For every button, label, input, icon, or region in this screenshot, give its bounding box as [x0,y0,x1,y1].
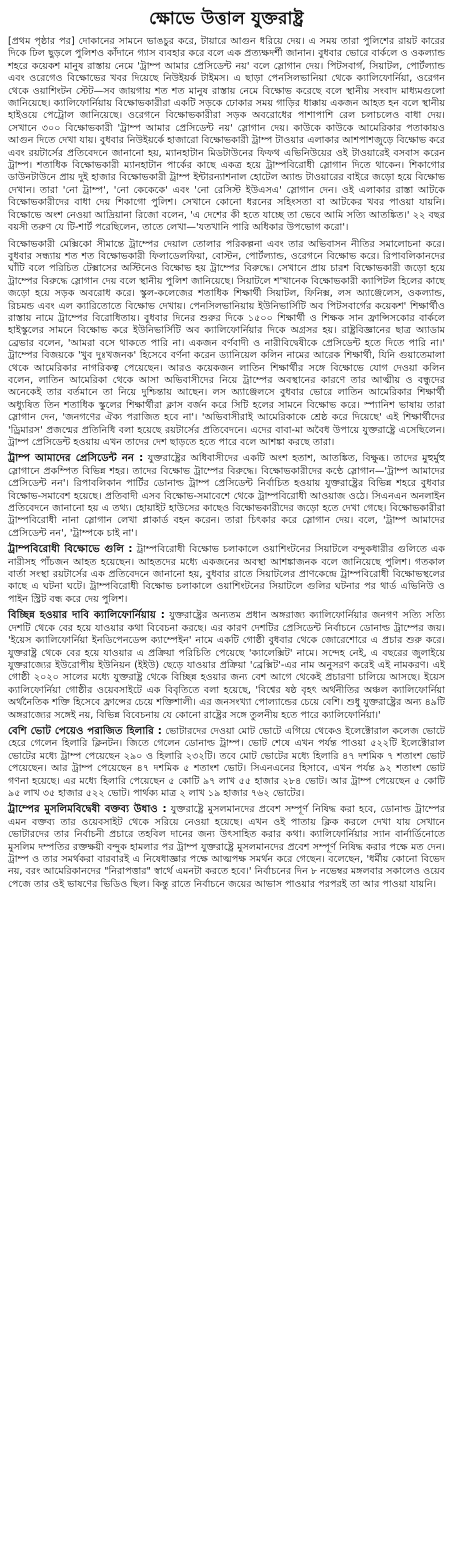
headline: ক্ষোভে উত্তাল যুক্তরাষ্ট্র [149,9,304,29]
paragraph-7-text: যুক্তরাষ্ট্রে মুসলমানদের প্রবেশ সম্পূর্ণ নিষিদ্ধ করা হবে, ডোনাল্ড ট্রাম্পের এমন বক্তব্য তার ওয়েবসাইট থেকে সরিয়ে নেওয়া হয়েছে। এখন ওই পাতায় ক্লিক করলে দেখা যায় সেখানে ভোটারদের তার নির্বাচনী প্রচারে তহবিল দানের জন্য উৎসাহিত করার কথা। ক্যালিফোর্নিয়ার স্যান বার্নার্ডিনোতে মুসলিম দম্পতির রক্তক্ষয়ী বন্দুক হামলার পর ট্রাম্প যুক্তরাষ্ট্রে মুসলমানদের প্রবেশ সম্পূর্ণ নিষিদ্ধ করার পক্ষে মত দেন। ট্রাম্প ও তার সমর্থকরা বারবারই এ নিষেধাজ্ঞার পক্ষে আত্মপক্ষ সমর্থন করে গেছেন। বলেছেন, 'ধর্মীয় কোনো বিভেদ নয়, বরং আমেরিকানদের "নিরাপত্তার" স্বার্থে এমনটা করতে হবে।' নির্বাচনের দিন ৮ নভেম্বর মঙ্গলবার সকালেও ওয়েব পেজে তার ওই ভাষণের ভিডিও ছিল। কিন্তু রাতে নির্বাচনে জয়ের আভাস পাওয়ার পরপরই তা আর পাওয়া যায়নি। [8,804,445,890]
paragraph-1 [8,36,445,235]
paragraph-5 [8,610,445,722]
paragraph-2-text: বিক্ষোভকারী মেক্সিকো সীমান্তে ট্রাম্পের দেয়াল তোলার পরিকল্পনা এবং তার অভিবাসন নীতির সমালোচনা করে। বুধবার সন্ধ্যায় শত শত বিক্ষোভকারী ফিলাডেলফিয়া, বোস্টন, পোর্টল্যান্ড, ওরেগনে বিক্ষোভ করে। রিপাবলিকানদের ঘাঁটি বলে পরিচিত টেক্সাসের অস্টিনেও বিক্ষোভ হয় ট্রাম্পের বিরুদ্ধে। সেখানে প্রায় চারশ বিক্ষোভকারী জড়ো হয়ে ট্রাম্পের বিরুদ্ধে স্লোগান দেয় বলে স্থানীয় পুলিশ জানিয়েছে। সিয়াটলে শ'খানেক বিক্ষোভকারী ক্যাপিটল হিলের কাছে জড়ো হয়ে সড়ক অবরোধ করে। স্কুল-কলেজের শতাধিক শিক্ষার্থী সিয়াটল, ফিনিক্স, লস অ্যাঞ্জেলেস, ওকল্যান্ড, রিচমন্ড এবং এল ক্যারিতোতে বিক্ষোভ দেখায়। পেনসিলভানিয়ায় ইউনিভার্সিটি অব পিটসবার্গের কয়েকশ' শিক্ষার্থীও রাস্তায় নামে ট্রাম্পের বিরোধিতায়। বুধবার দিনের শুরুর দিকে ১৫০০ শিক্ষার্থী ও শিক্ষক সান ফ্রান্সিসকোর বার্কলে হাইস্কুলের সামনে বিক্ষোভ করে ইউনিভার্সিটি অব ক্যালিফোর্নিয়ার দিকে অগ্রসর হয়। রাষ্ট্রবিজ্ঞানের ছাত্র অ্যাডাম ব্রেভার বলেন, 'আমরা বসে থাকতে পারি না। একজন বর্ণবাদী ও নারীবিদ্বেষীকে প্রেসিডেন্ট হতে দিতে পারি না।' ট্রাম্পের বিজয়কে 'খুব দুঃখজনক' হিসেবে বর্ণনা করেন ড্যানিয়েল কলিন নামের আরেক শিক্ষার্থী, যিনি গুয়াতেমালা থেকে আমেরিকার নাগরিকত্ব পেয়েছেন। আরও কয়েকজন লাতিন শিক্ষার্থীর সঙ্গে বিক্ষোভে যোগ দেওয়া কলিন বলেন, লাতিন আমেরিকা থেকে আসা অভিবাসীদের নিয়ে ট্রাম্পের অবস্থানের কারণে তার আত্মীয় ও বন্ধুদের অনেকেই তার বর্তমানে তা নিয়ে দুশ্চিন্তায় আছেন। লস অ্যাঞ্জেলসে বুধবার ভোরে লাতিন আমেরিকার শিক্ষার্থী অধ্যুষিত তিন শতাধিক স্কুলের শিক্ষার্থীরা ক্লাস বর্জন করে সিটি হলের সামনে বিক্ষোভ করে। স্প্যানিশ ভাষায় তারা স্লোগান দেন, 'জনগণের ঐক্য পরাজিত হবে না'। 'অভিবাসীরাই আমেরিকাকে শ্রেষ্ঠ করে দিয়েছে' এই শিক্ষার্থীদের 'ড্রিমারস' প্রজন্মের প্রতিনিধি বলা হয়েছে রয়টার্সের প্রতিবেদনে। এদের বাবা-মা অবৈধ উপায়ে যুক্তরাষ্ট্রে এসেছিলেন। ট্রাম্প প্রেসিডেন্ট হওয়ায় এখন তাদের দেশ ছাড়তে হতে পারে বলে আশঙ্কা করছে তারা। [8,238,445,448]
paragraph-1-text: [প্রথম পৃষ্ঠার পর] দোকানের সামনে ভাঙচুর করে, টায়ারে আগুন ধরিয়ে দেয়। এ সময় তারা পুলিশের রায়ট কারের দিকে ঢিল ছুড়লে পুলিশও কাঁদানে গ্যাস ব্যবহার করে বলে এক প্রত্যক্ষদর্শী জানান। বুধবার ভোরে বার্কলে ও ওকল্যান্ড শহরে কয়েকশ মানুষ রাস্তায় নেমে 'ট্রাম্প আমার প্রেসিডেন্ট নয়' বলে স্লোগান দেয়। পিটসবার্গ, সিয়াটল, পোর্টল্যান্ড এবং ওরেগেও বিক্ষোভের খবর দিয়েছে নিউইয়র্ক টাইমস। এ ছাড়া পেনসিলভানিয়া থেকে ক্যালিফোর্নিয়া, ওরেগন থেকে ওয়াশিংটন স্টেট—সব জায়গায় শত শত মানুষ রাস্তায় নেমে বিক্ষোভ করেছে বলে স্থানীয় সংবাদ মাধ্যমগুলো জানিয়েছে। ক্যালিফোর্নিয়ায় বিক্ষোভকারীরা একটি সড়কে ঢোকার সময় গাড়ির ধাক্কায় একজন আহত হন বলে স্থানীয় হাইওয়ে পেট্রোল জানিয়েছে। ওরেগনে বিক্ষোভকারীরা সড়ক অবরোধের পাশাপাশি রেল চলাচলেও বাধা দেয়। সেখানে ৩০০ বিক্ষোভকারী 'ট্রাম্প আমার প্রেসিডেন্ট নয়' স্লোগান দেয়। কাউকে কাউকে আমেরিকার পতাকায়ও আগুন দিতে দেখা যায়। বুধবার নিউইয়র্কে হাজারো বিক্ষোভকারী ট্রাম্প টাওয়ার এলাকার আশপাশজুড়ে বিক্ষোভ করে এবং রয়টার্সের প্রতিবেদনে জানানো হয়, ম্যানহাটান মিডটাউনের ফিফথ এভিনিউয়ের ওই টাওয়ারেই বসবাস করেন ট্রাম্প। শতাধিক বিক্ষোভকারী ম্যানহাটান পার্কের কাছে একত্র হয়ে ট্রাম্পবিরোধী স্লোগান দিতে থাকেন। শিকাগোর ডাউনটাউনে প্রায় দুই হাজার বিক্ষোভকারী ট্রাম্প ইন্টারন্যাশনাল হোটেল অ্যান্ড টাওয়ারের বাইরে জড়ো হয়ে বিক্ষোভ দেখান। তারা 'নো ট্রাম্প', 'নো কেকেকে' এবং 'নো রেসিস্ট ইউএসএ' স্লোগান দেন। ওই এলাকার রাস্তা আটকে বিক্ষোভকারীদের বাধা দেয় শিকাগো পুলিশ। সেখানে কোনো ধরনের সহিংসতা বা আটকের খবর পাওয়া যায়নি। বিক্ষোভে অংশ নেওয়া আদ্রিয়ানা রিজো বলেন, 'এ দেশের কী হতে যাচ্ছে তা ভেবে আমি সত্যি আতঙ্কিত।' ২২ বছর বয়সী তরুণ যে টি-শার্ট পরেছিলেন, তাতে লেখা—'যতখানি পারি অধিকার উপভোগ করো'। [8,36,445,234]
paragraph-4 [8,544,445,606]
paragraph-7 [8,804,445,891]
paragraph-3 [8,453,445,540]
paragraph-4-text: ট্রাম্পবিরোধী বিক্ষোভ চলাকালে ওয়াশিংটনের সিয়াটলে বন্দুকধারীর গুলিতে এক নারীসহ পাঁচজন আহত হয়েছেন। আহতদের মধ্যে একজনের অবস্থা আশঙ্কাজনক বলে জানিয়েছে পুলিশ। গতকাল বার্তা সংস্থা রয়টার্সের এক প্রতিবেদনে জানানো হয়, বুধবার রাতে সিয়াটলের প্রাণকেন্দ্রে ট্রাম্পবিরোধী বিক্ষোভস্থলের কাছে এ ঘটনা ঘটে। ট্রাম্পবিরোধী বিক্ষোভ চলাকালে ওয়াশিংটনের সিয়াটলে গুলির ঘটনার পর থার্ড এভিনিউ ও পাইন স্ট্রিট বন্ধ করে দেয় পুলিশ। [8,544,445,605]
paragraph-2 [8,239,445,450]
subhead-hillary-popular-vote: বেশি ভোট পেয়েও পরাজিত হিলারি : [8,725,162,737]
paragraph-5-text: যুক্তরাষ্ট্রের অন্যতম প্রধান অঙ্গরাজ্য ক্যালিফোর্নিয়ার জনগণ সত্যি সত্যি দেশটি থেকে বের হয়ে যাওয়ার কথা বিবেচনা করছে। এর কারণ দেশটির প্রেসিডেন্ট নির্বাচনে ডোনাল্ড ট্রাম্পের জয়। 'ইয়েস ক্যালিফোর্নিয়া ইনডিপেনডেন্স ক্যাম্পেইন' নামে একটি গোষ্ঠী বুধবার থেকে জোরেশোরে এ প্রচার শুরু করে। যুক্তরাষ্ট্র থেকে বের হয়ে যাওয়ার এ প্রক্রিয়া পরিচিতি পেয়েছে 'ক্যালেক্সিট' নামে। সন্দেহ নেই, এ বছরের জুলাইয়ে যুক্তরাজ্যের ইউরোপীয় ইউনিয়ন (ইইউ) ছেড়ে যাওয়ার প্রক্রিয়া 'ব্রেক্সিট'-এর নাম অনুসরণ করেই এই নামকরণ। এই গোষ্ঠী ২০২০ সালের মধ্যে যুক্তরাষ্ট্র থেকে বিচ্ছিন্ন হওয়ার জন্য বেশ আগে থেকেই প্রচারণা চালিয়ে আসছে। ইয়েস ক্যালিফোর্নিয়া গোষ্ঠীর ওয়েবসাইটে এক বিবৃতিতে বলা হয়েছে, 'বিশ্বের ষষ্ঠ বৃহৎ অর্থনীতির অঞ্চল ক্যালিফোর্নিয়া অর্থনৈতিক শক্তি হিসেবে ফ্রান্সের চেয়ে শক্তিশালী। এর জনসংখ্যা পোল্যান্ডের চেয়ে বেশি। শুধু যুক্তরাষ্ট্রের অন্য ৪৯টি অঙ্গরাজ্যের সঙ্গেই নয়, বিভিন্ন বিবেচনায় যে কোনো রাষ্ট্রের সঙ্গে তুলনীয় হতে পারে ক্যালিফোর্নিয়া।' [8,610,445,721]
paragraph-6 [8,726,445,800]
subhead-shooting-at-protest: ট্রাম্পবিরোধী বিক্ষোভে গুলি : [8,544,133,556]
subhead-california-secession: বিচ্ছিন্ন হওয়ার দাবি ক্যালিফোর্নিয়ায় : [8,610,165,622]
paragraph-6-text: ভোটারদের দেওয়া মোট ভোটে এগিয়ে থেকেও ইলেক্টোরাল কলেজ ভোটে হেরে গেলেন হিলারি ক্লিনটন। জিতে গেলেন ডোনাল্ড ট্রাম্প। ভোট শেষে এখন পর্যন্ত পাওয়া ৫২২টি ইলেক্টোরাল ভোটের মধ্যে ট্রাম্প পেয়েছেন ২৯০ ও হিলারি ২৩২টি। তবে মোট ভোটের মধ্যে হিলারি ৪৭ দশমিক ৭ শতাংশ ভোট পেয়েছেন। আর ট্রাম্প পেয়েছেন ৪৭ দশমিক ৫ শতাংশ ভোট। সিএনএনের হিসাবে, এখন পর্যন্ত ৯২ শতাংশ ভোট গণনা হয়েছে। এর মধ্যে হিলারি পেয়েছেন ৫ কোটি ৯৭ লাখ ৫৫ হাজার ২৮৪ ভোট। আর ট্রাম্প পেয়েছেন ৫ কোটি ৯৫ লাখ ৩৫ হাজার ৫২২ ভোট। পার্থক্য মাত্র ২ লাখ ১৯ হাজার ৭৬২ ভোটের। [8,725,445,799]
subhead-trump-not-our-president: ট্রাম্প আমাদের প্রেসিডেন্ট নন : [8,453,144,465]
paragraph-3-text: যুক্তরাষ্ট্রের অধিবাসীদের একটি অংশ হতাশ, আতঙ্কিত, বিক্ষুব্ধ। তাদের মুহুর্মুহু স্লোগানে প্রকম্পিত বিভিন্ন শহর। তাদের বিক্ষোভ ট্রাম্পের বিরুদ্ধে। বিক্ষোভকারীদের কণ্ঠে স্লোগান—'ট্রাম্প আমাদের প্রেসিডেন্ট নন'। রিপাবলিকান পার্টির ডোনাল্ড ট্রাম্প প্রেসিডেন্ট নির্বাচিত হওয়ায় যুক্তরাষ্ট্রের বিভিন্ন শহরে বুধবার বিক্ষোভ-সমাবেশ হয়েছে। প্রতিবাদী এসব বিক্ষোভ-সমাবেশে থেকে ট্রাম্পবিরোধী আওয়াজ ওঠে। সিএনএন অনলাইন প্রতিবেদনে জানানো হয় এ তথ্য। হোয়াইট হাউসের কাছেও বিক্ষোভকারীদের জড়ো হতে দেখা গেছে। বিক্ষোভকারীরা ট্রাম্পবিরোধী নানা স্লোগান লেখা প্লাকার্ড বহন করেন। তারা চিৎকার করে স্লোগান দেয়। বলে, 'ট্রাম্প আমাদের প্রেসিডেন্ট নন', 'ট্রাম্পকে চাই না'। [8,453,445,539]
subhead-muslim-ban-statement-removed: ট্রাম্পের মুসলিমবিদ্বেষী বক্তব্য উধাও : [8,804,167,816]
